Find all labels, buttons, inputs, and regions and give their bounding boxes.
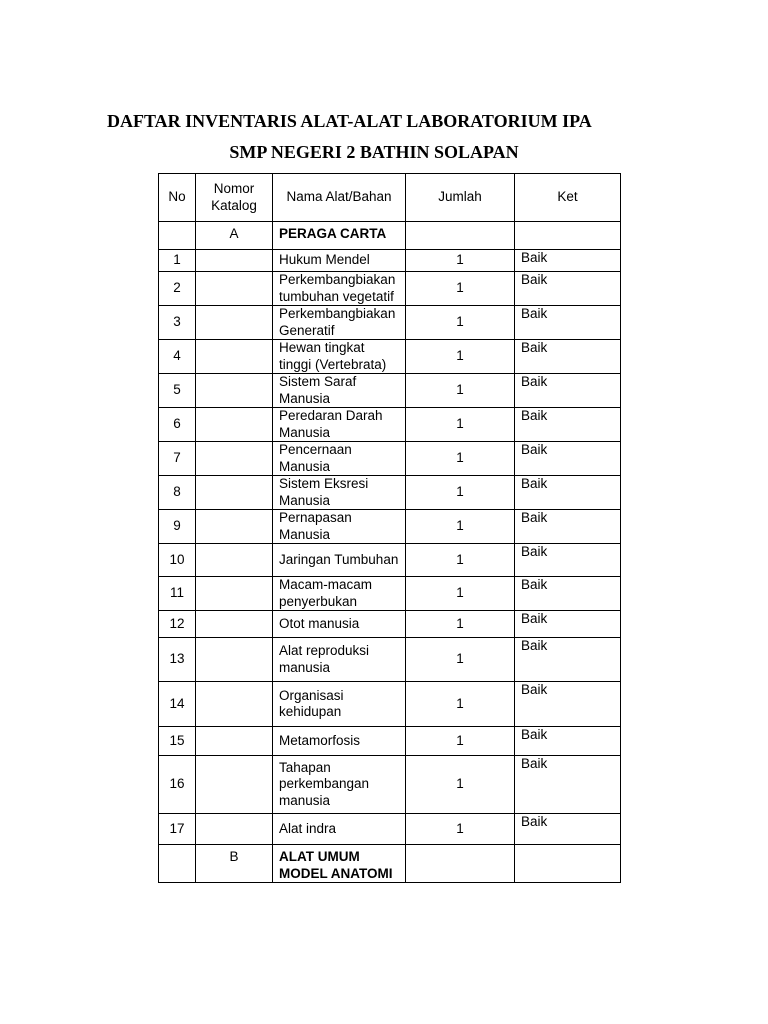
cell-ket [515, 845, 621, 883]
cell-nama: Pernapasan Manusia [273, 510, 406, 544]
cell-nama: Peredaran Darah Manusia [273, 408, 406, 442]
cell-ket: Baik [515, 577, 621, 611]
cell-katalog: B [196, 845, 273, 883]
cell-ket: Baik [515, 408, 621, 442]
header-nomor-katalog: Nomor Katalog [196, 174, 273, 222]
cell-katalog [196, 408, 273, 442]
cell-no: 10 [159, 544, 196, 577]
cell-katalog [196, 510, 273, 544]
table-row [159, 727, 621, 756]
cell-katalog [196, 272, 273, 306]
cell-no: 17 [159, 814, 196, 845]
cell-jumlah: 1 [406, 442, 515, 476]
cell-jumlah: 1 [406, 340, 515, 374]
cell-jumlah: 1 [406, 638, 515, 682]
table-header-row [159, 174, 621, 222]
cell-ket: Baik [515, 272, 621, 306]
cell-no: 12 [159, 611, 196, 638]
cell-katalog [196, 727, 273, 756]
cell-katalog: A [196, 222, 273, 250]
cell-jumlah: 1 [406, 250, 515, 272]
cell-jumlah: 1 [406, 272, 515, 306]
cell-no: 9 [159, 510, 196, 544]
cell-nama: Alat indra [273, 814, 406, 845]
cell-katalog [196, 814, 273, 845]
cell-jumlah: 1 [406, 374, 515, 408]
table-row [159, 476, 621, 510]
table-row [159, 611, 621, 638]
cell-no: 2 [159, 272, 196, 306]
cell-no: 13 [159, 638, 196, 682]
cell-no: 15 [159, 727, 196, 756]
table-row [159, 374, 621, 408]
cell-ket: Baik [515, 756, 621, 814]
cell-no: 4 [159, 340, 196, 374]
cell-jumlah [406, 845, 515, 883]
cell-katalog [196, 756, 273, 814]
cell-ket: Baik [515, 682, 621, 727]
table-row [159, 814, 621, 845]
cell-katalog [196, 544, 273, 577]
cell-katalog [196, 577, 273, 611]
cell-no: 6 [159, 408, 196, 442]
cell-ket [515, 222, 621, 250]
cell-nama: ALAT UMUM MODEL ANATOMI [273, 845, 406, 883]
document-subtitle: SMP NEGERI 2 BATHIN SOLAPAN [229, 142, 519, 162]
cell-nama: Metamorfosis [273, 727, 406, 756]
cell-nama: Macam-macam penyerbukan [273, 577, 406, 611]
table-row [159, 442, 621, 476]
cell-nama: Perkembangbiakan tumbuhan vegetatif [273, 272, 406, 306]
cell-katalog [196, 306, 273, 340]
table-row [159, 544, 621, 577]
cell-katalog [196, 476, 273, 510]
cell-jumlah: 1 [406, 577, 515, 611]
cell-katalog [196, 250, 273, 272]
cell-jumlah: 1 [406, 611, 515, 638]
cell-ket: Baik [515, 611, 621, 638]
table-row [159, 682, 621, 727]
cell-no: 1 [159, 250, 196, 272]
cell-no: 3 [159, 306, 196, 340]
cell-ket: Baik [515, 306, 621, 340]
cell-nama: Sistem Eksresi Manusia [273, 476, 406, 510]
cell-ket: Baik [515, 814, 621, 845]
cell-ket: Baik [515, 544, 621, 577]
cell-no: 7 [159, 442, 196, 476]
cell-ket: Baik [515, 340, 621, 374]
cell-jumlah: 1 [406, 756, 515, 814]
cell-jumlah: 1 [406, 476, 515, 510]
cell-jumlah: 1 [406, 727, 515, 756]
cell-katalog [196, 340, 273, 374]
cell-katalog [196, 682, 273, 727]
cell-ket: Baik [515, 510, 621, 544]
cell-nama: Alat reproduksi manusia [273, 638, 406, 682]
table-row [159, 638, 621, 682]
cell-nama: Hukum Mendel [273, 250, 406, 272]
cell-ket: Baik [515, 442, 621, 476]
table-row [159, 250, 621, 272]
document-title: DAFTAR INVENTARIS ALAT-ALAT LABORATORIUM IPA [107, 111, 592, 131]
cell-ket: Baik [515, 638, 621, 682]
cell-no: 8 [159, 476, 196, 510]
cell-nama: Hewan tingkat tinggi (Vertebrata) [273, 340, 406, 374]
cell-jumlah: 1 [406, 510, 515, 544]
header-no: No [159, 174, 196, 222]
cell-no [159, 222, 196, 250]
cell-nama: Sistem Saraf Manusia [273, 374, 406, 408]
cell-nama: Perkembangbiakan Generatif [273, 306, 406, 340]
cell-nama: Tahapan perkembangan manusia [273, 756, 406, 814]
cell-ket: Baik [515, 476, 621, 510]
cell-katalog [196, 638, 273, 682]
cell-jumlah: 1 [406, 408, 515, 442]
header-ket: Ket [515, 174, 621, 222]
table-row [159, 340, 621, 374]
cell-katalog [196, 374, 273, 408]
cell-nama: Organisasi kehidupan [273, 682, 406, 727]
inventory-table [158, 173, 621, 883]
header-jumlah: Jumlah [406, 174, 515, 222]
cell-jumlah: 1 [406, 814, 515, 845]
table-row [159, 845, 621, 883]
cell-ket: Baik [515, 374, 621, 408]
cell-nama: Jaringan Tumbuhan [273, 544, 406, 577]
table-row [159, 222, 621, 250]
cell-katalog [196, 611, 273, 638]
cell-no: 11 [159, 577, 196, 611]
table-row [159, 306, 621, 340]
cell-no: 14 [159, 682, 196, 727]
cell-jumlah [406, 222, 515, 250]
table-row [159, 756, 621, 814]
table-row [159, 408, 621, 442]
cell-jumlah: 1 [406, 306, 515, 340]
table-row [159, 272, 621, 306]
cell-nama: Pencernaan Manusia [273, 442, 406, 476]
cell-nama: PERAGA CARTA [273, 222, 406, 250]
cell-ket: Baik [515, 727, 621, 756]
cell-no: 5 [159, 374, 196, 408]
cell-no [159, 845, 196, 883]
header-nama-alat-bahan: Nama Alat/Bahan [273, 174, 406, 222]
cell-jumlah: 1 [406, 682, 515, 727]
table-row [159, 577, 621, 611]
cell-ket: Baik [515, 250, 621, 272]
cell-no: 16 [159, 756, 196, 814]
cell-nama: Otot manusia [273, 611, 406, 638]
table-row [159, 510, 621, 544]
cell-jumlah: 1 [406, 544, 515, 577]
cell-katalog [196, 442, 273, 476]
